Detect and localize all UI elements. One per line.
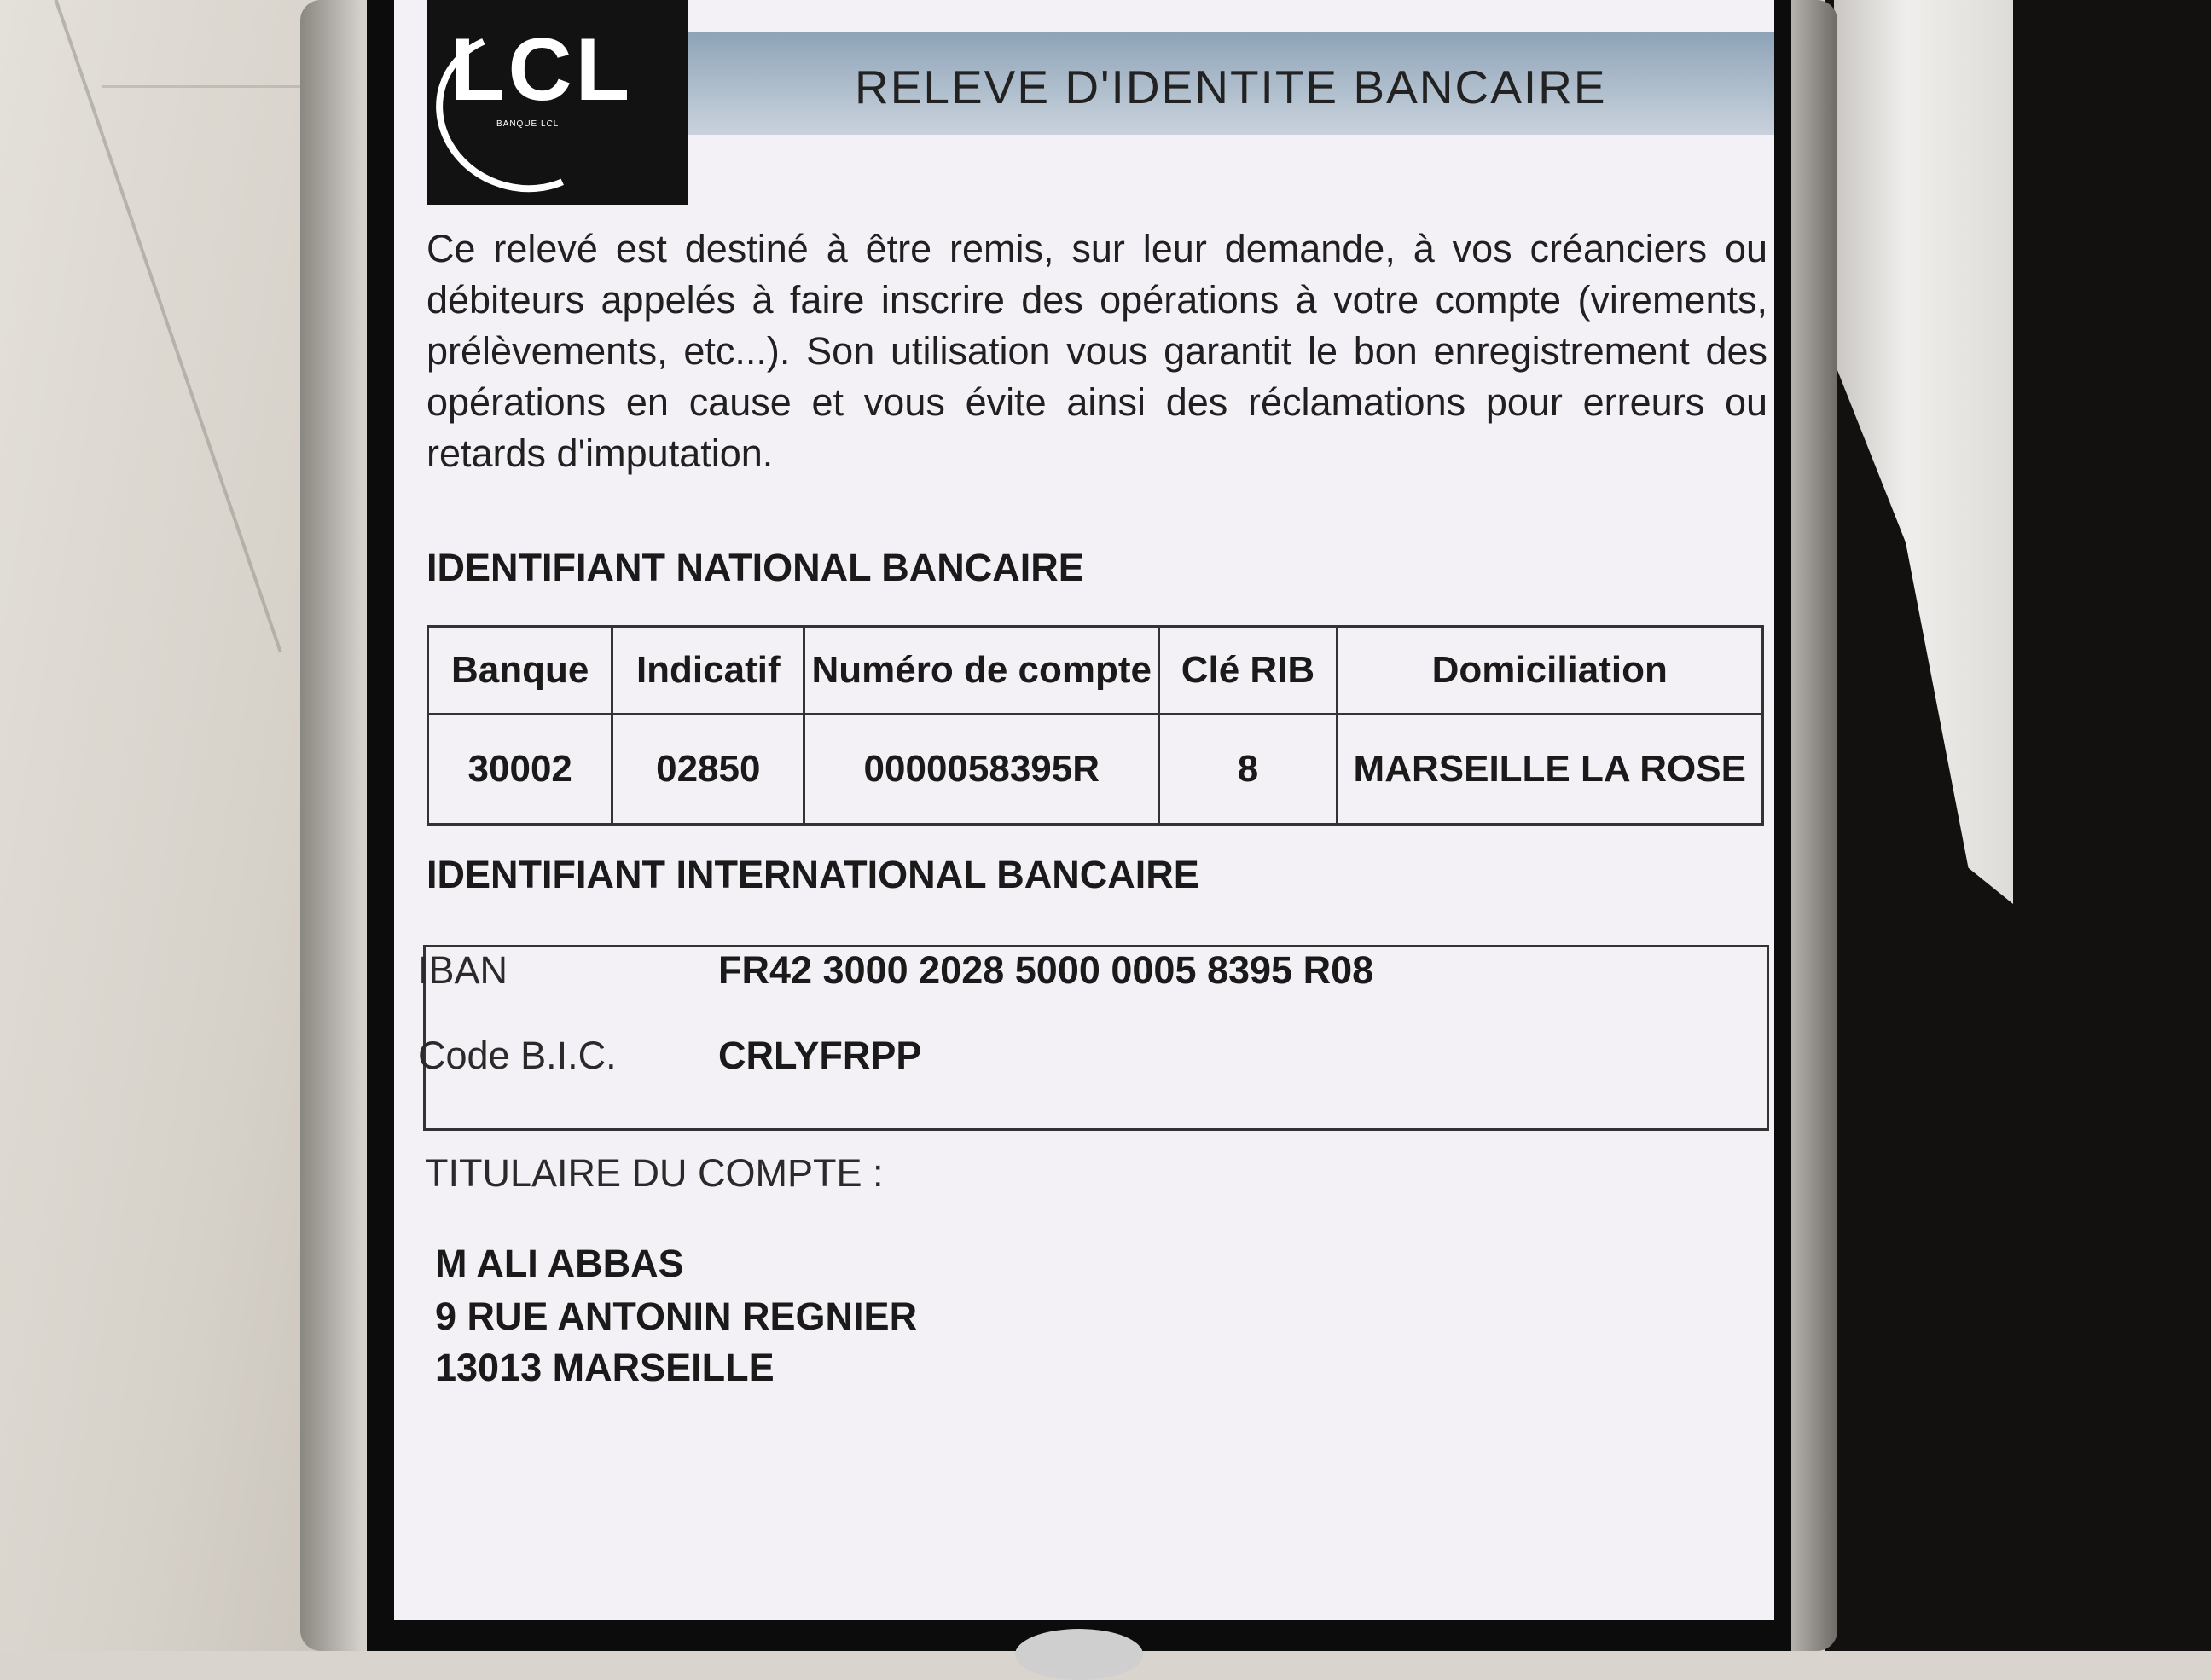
column-header: Banque	[428, 627, 612, 715]
iban-value: FR42 3000 2028 5000 0005 8395 R08	[718, 948, 1374, 992]
column-header: Indicatif	[612, 627, 804, 715]
domiciliation: MARSEILLE LA ROSE	[1337, 715, 1763, 825]
rib-document	[394, 0, 1774, 1620]
rib-table	[427, 625, 1764, 826]
rib-data-row	[428, 715, 1763, 825]
international-heading: IDENTIFIANT INTERNATIONAL BANCAIRE	[427, 853, 1199, 896]
bic-value: CRLYFRPP	[718, 1034, 922, 1077]
column-header: Domiciliation	[1337, 627, 1763, 715]
home-button[interactable]	[1015, 1629, 1143, 1680]
holder-city: 13013 MARSEILLE	[435, 1346, 775, 1389]
column-header: Clé RIB	[1159, 627, 1337, 715]
logo-tagline: BANQUE LCL	[496, 119, 560, 128]
document-title: RELEVE D'IDENTITE BANCAIRE	[855, 61, 1607, 113]
rib-header-row	[428, 627, 1763, 715]
branch-code: 02850	[612, 715, 804, 825]
logo-text: LCL	[450, 20, 634, 119]
iban-label: IBAN	[418, 948, 508, 992]
bank-code: 30002	[428, 715, 612, 825]
rib-key: 8	[1159, 715, 1337, 825]
lcl-logo	[427, 0, 688, 205]
holder-name: M ALI ABBAS	[435, 1242, 684, 1285]
national-heading: IDENTIFIANT NATIONAL BANCAIRE	[427, 546, 1084, 589]
holder-street: 9 RUE ANTONIN REGNIER	[435, 1295, 918, 1338]
column-header: Numéro de compte	[804, 627, 1159, 715]
phone-screen	[394, 0, 1774, 1620]
intro-paragraph: Ce relevé est destiné à être remis, sur leur demande, à vos créanciers ou débiteurs appelés à faire inscrire des opérations à votre compte (virements, prélèvements, etc...). Son utilisation vous garantit le bon enregistrement des opérations en cause et vous évite ainsi des réclamations pour erreurs ou retards d'imputation.	[427, 227, 1767, 475]
holder-heading: TITULAIRE DU COMPTE :	[425, 1151, 884, 1195]
bic-label: Code B.I.C.	[418, 1034, 617, 1077]
account-number: 0000058395R	[804, 715, 1159, 825]
paper-edge-line	[102, 85, 324, 88]
